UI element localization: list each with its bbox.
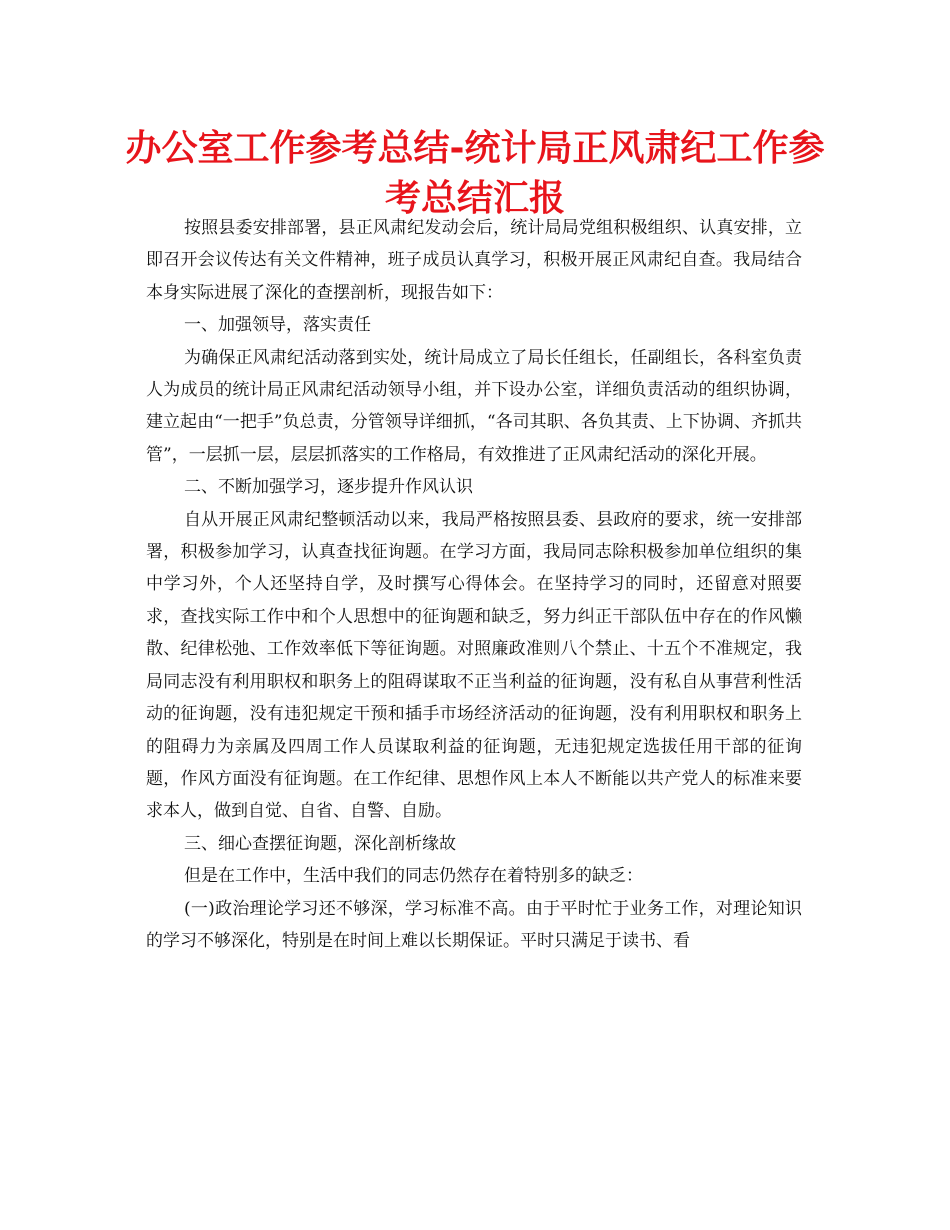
paragraph-shortcomings: 但是在工作中，生活中我们的同志仍然存在着特别多的缺乏：	[184, 866, 643, 887]
section-heading-1: 一、加强领导，落实责任	[184, 315, 371, 336]
document-body	[146, 212, 802, 957]
document-title: 办公室工作参考总结-统计局正风肃纪工作参考总结汇报	[125, 128, 825, 219]
paragraph-study: 自从开展正风肃纪整顿活动以来，我局严格按照县委、县政府的要求，统一安排部署，积极参加学习，认真查找征询题。在学习方面，我局同志除积极参加单位组织的集中学习外，个人还坚持自学，及时撰写心得体会。在坚持学习的同时，还留意对照要求，查找实际工作中和个人思想中的征询题和缺乏，努力纠正干部队伍中存在的作风懒散、纪律松弛、工作效率低下等征询题。对照廉政准则八个禁止、十五个不准规定，我局同志没有利用职权和职务上的阻碍谋取不正当利益的征询题，没有私自从事营利性活动的征询题，没有违犯规定干预和插手市场经济活动的征询题，没有利用职权和职务上的阻碍力为亲属及四周工作人员谋取利益的征询题，无违犯规定选拔任用干部的征询题，作风方面没有征询题。在工作纪律、思想作风上本人不断能以共产党人的标准来要求本人，做到自觉、自省、自警、自励。	[146, 509, 802, 822]
section-heading-3: 三、细心查摆征询题，深化剖析缘故	[184, 833, 456, 854]
section-heading-2: 二、不断加强学习，逐步提升作风认识	[184, 477, 473, 498]
paragraph-theory-study: (一)政治理论学习还不够深，学习标准不高。由于平时忙于业务工作，对理论知识的学习不够深化，特别是在时间上难以长期保证。平时只满足于读书、看	[146, 898, 802, 951]
paragraph-leadership: 为确保正风肃纪活动落到实处，统计局成立了局长任组长，任副组长，各科室负责人为成员的统计局正风肃纪活动领导小组，并下设办公室，详细负责活动的组织协调，建立起由“一把手”负总责，分管领导详细抓，“各司其职、各负其责、上下协调、齐抓共管”，一层抓一层，层层抓落实的工作格局，有效推进了正风肃纪活动的深化开展。	[146, 347, 802, 465]
paragraph-intro: 按照县委安排部署，县正风肃纪发动会后，统计局局党组积极组织、认真安排，立即召开会议传达有关文件精神，班子成员认真学习，积极开展正风肃纪自查。我局结合本身实际进展了深化的查摆剖析，现报告如下：	[146, 218, 802, 303]
